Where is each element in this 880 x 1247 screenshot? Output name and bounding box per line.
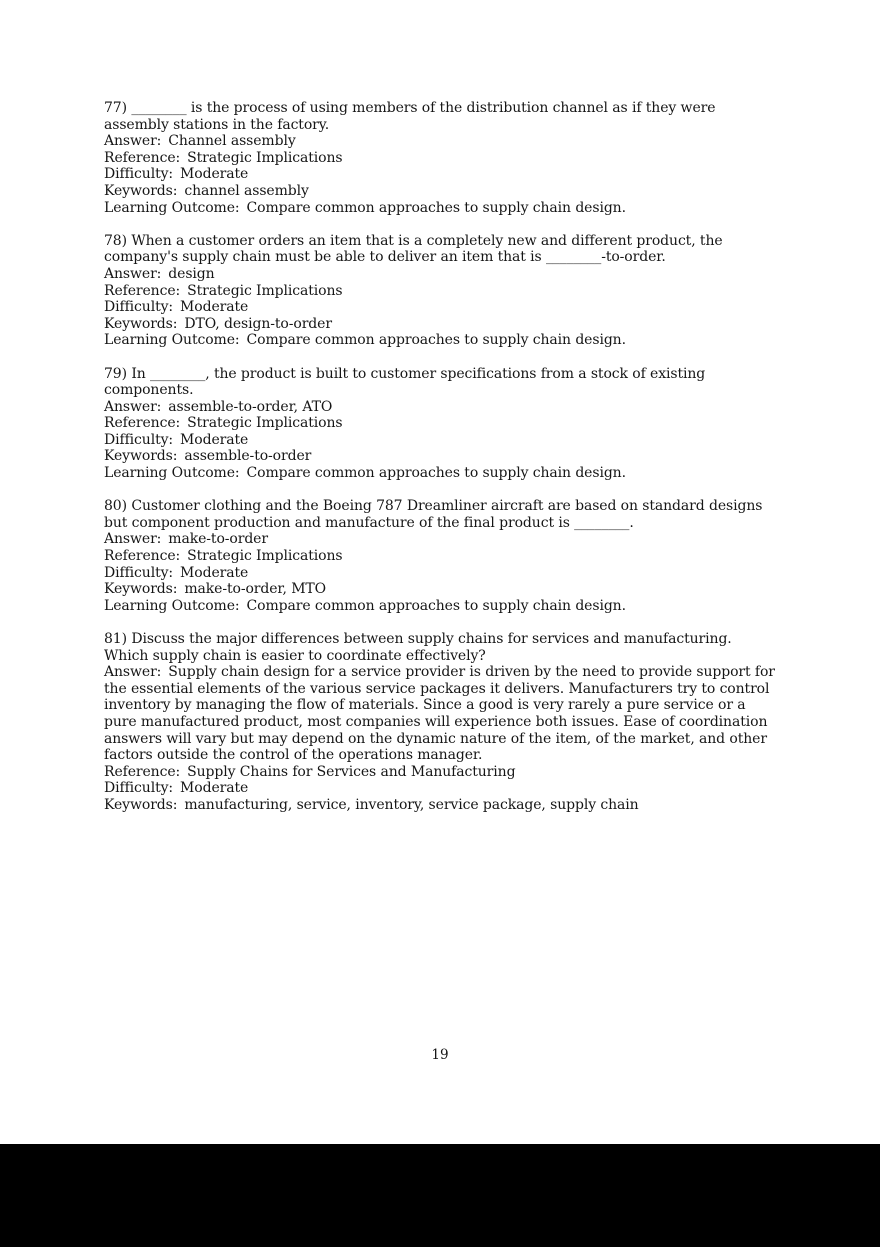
reference-label: Reference: [104,548,181,565]
answer-row [104,664,777,764]
learning-outcome-label: Learning Outcome: [104,199,240,216]
bottom-black-bar [0,1144,880,1247]
learning-outcome-label: Learning Outcome: [104,597,240,614]
keywords-row [104,581,777,598]
difficulty-value: Moderate [180,299,249,316]
keywords-row [104,316,777,333]
question-body: ________ is the process of using members of the distribution channel as if they were assembly stations in the factory. [104,100,716,133]
question-text [104,366,777,399]
question-block-80 [104,498,777,614]
reference-value: Strategic Implications [187,282,343,299]
question-text [104,631,777,664]
answer-value: make-to-order [168,531,268,548]
difficulty-value: Moderate [180,166,249,183]
learning-outcome-label: Learning Outcome: [104,465,240,482]
keywords-row [104,183,777,200]
reference-row [104,150,777,167]
answer-label: Answer: [104,531,162,548]
keywords-label: Keywords: [104,448,178,465]
learning-outcome-value: Compare common approaches to supply chain design. [246,597,626,614]
answer-row [104,266,777,283]
answer-value: Channel assembly [168,133,296,150]
question-number: 80) [104,498,127,515]
question-body: In ________, the product is built to customer specifications from a stock of existing components. [104,365,706,399]
keywords-label: Keywords: [104,581,178,598]
reference-value: Strategic Implications [187,548,343,565]
keywords-value: manufacturing, service, inventory, service package, supply chain [184,796,639,813]
keywords-value: make-to-order, MTO [184,581,327,598]
difficulty-value: Moderate [180,431,249,448]
answer-label: Answer: [104,265,162,282]
keywords-value: DTO, design-to-order [184,315,332,332]
answer-value: assemble-to-order, ATO [168,398,333,415]
question-body: Customer clothing and the Boeing 787 Dreamliner aircraft are based on standard designs but component production and manufacture of the final product is ________. [104,498,763,531]
learning-outcome-row [104,598,777,615]
question-number: 77) [104,100,127,116]
difficulty-label: Difficulty: [104,564,174,581]
reference-value: Strategic Implications [187,415,343,432]
answer-label: Answer: [104,133,162,150]
learning-outcome-row [104,465,777,482]
question-body: When a customer orders an item that is a completely new and different product, the company's supply chain must be able to deliver an item that is ________-to-order. [104,232,723,266]
keywords-row [104,797,777,814]
reference-value: Strategic Implications [187,149,343,166]
difficulty-label: Difficulty: [104,780,174,797]
keywords-label: Keywords: [104,315,178,332]
question-text [104,100,777,133]
reference-row [104,283,777,300]
question-text [104,233,777,266]
keywords-label: Keywords: [104,796,178,813]
reference-value: Supply Chains for Services and Manufacturing [187,763,516,780]
keywords-value: channel assembly [184,182,309,199]
difficulty-row [104,166,777,183]
question-number: 79) [104,365,127,382]
question-number: 81) [104,631,127,647]
answer-row [104,133,777,150]
answer-label: Answer: [104,664,162,681]
question-text [104,498,777,531]
difficulty-value: Moderate [180,780,249,797]
difficulty-row [104,432,777,449]
learning-outcome-label: Learning Outcome: [104,332,240,349]
answer-row [104,399,777,416]
question-body: Discuss the major differences between supply chains for services and manufacturing. Which supply chain is easier to coordinate effectively? [104,631,732,664]
reference-label: Reference: [104,149,181,166]
difficulty-label: Difficulty: [104,299,174,316]
answer-value: design [168,265,215,282]
learning-outcome-row [104,332,777,349]
keywords-value: assemble-to-order [184,448,312,465]
question-block-78 [104,233,777,349]
question-block-77 [104,100,777,216]
page-number: 19 [431,1047,449,1063]
reference-label: Reference: [104,415,181,432]
learning-outcome-value: Compare common approaches to supply chain design. [246,199,626,216]
difficulty-label: Difficulty: [104,431,174,448]
learning-outcome-value: Compare common approaches to supply chain design. [246,332,626,349]
keywords-row [104,448,777,465]
difficulty-row [104,780,777,797]
difficulty-row [104,565,777,582]
answer-value: Supply chain design for a service provider is driven by the need to provide support for the essential elements of the various service packages it delivers. Manufacturers try to control inventory by managing the flow of materials. Since a good is very rarely a pure service or a pure manufactured product, most companies will experience both issues. Ease of coordination answers will vary but may depend on the dynamic nature of the item, of the market, and other factors outside the control of the operations manager. [104,664,775,764]
reference-row [104,548,777,565]
reference-label: Reference: [104,282,181,299]
question-block-81 [104,631,777,814]
difficulty-row [104,299,777,316]
answer-row [104,531,777,548]
difficulty-value: Moderate [180,564,249,581]
question-number: 78) [104,232,127,249]
question-block-79 [104,366,777,482]
reference-label: Reference: [104,763,181,780]
keywords-label: Keywords: [104,182,178,199]
page-content [104,100,777,830]
reference-row [104,764,777,781]
difficulty-label: Difficulty: [104,166,174,183]
learning-outcome-value: Compare common approaches to supply chain design. [246,465,626,482]
reference-row [104,415,777,432]
learning-outcome-row [104,200,777,217]
answer-label: Answer: [104,398,162,415]
